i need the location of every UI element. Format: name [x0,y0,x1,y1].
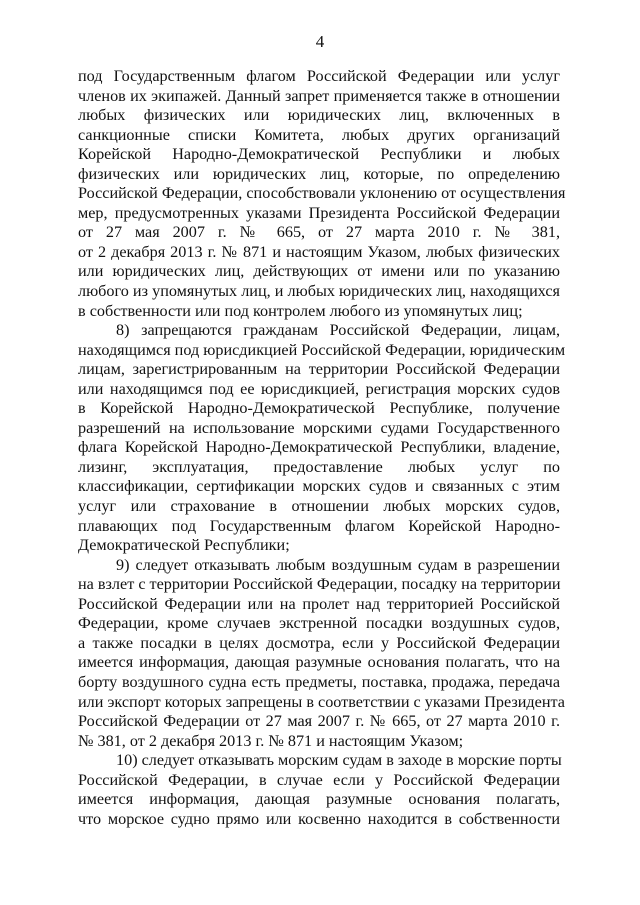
text-line: любых физических или юридических лиц, включенных в [78,106,560,125]
text-line: классификации, сертификации морских судов и связанных с этим [78,477,560,496]
text-line: физических или юридических лиц, которые, по определению [78,164,560,183]
text-line: Российской Федерации от 27 мая 2007 г. № 665, от 27 марта 2010 г. [78,712,560,731]
page-number: 4 [315,32,325,51]
text-line: услуг или страхование в отношении любых морских судов, [78,497,560,516]
text-line: от 2 декабря 2013 г. № 871 и настоящим Указом, любых физических [78,242,560,261]
text-line: Российской Федерации, в случае если у Российской Федерации [78,770,560,789]
text-line: находящимся под юрисдикцией Российской Федерации, юридическим [78,340,566,359]
text-line: флага Корейской Народно-Демократической Республики, владение, [78,438,560,457]
text-line: имеется информация, дающая разумные основания полагать, что на [78,653,560,672]
text-line: санкционные списки Комитета, любых других организаций [78,125,560,144]
text-line: мер, предусмотренных указами Президента Российской Федерации [78,203,560,222]
text-line: лицам, зарегистрированным на территории Российской Федерации [78,360,560,379]
text-line: разрешений на использование морскими судами Государственного [78,418,560,437]
text-line: борту воздушного судна есть предметы, поставка, продажа, передача [78,672,560,691]
document-body [78,67,566,829]
text-line: Российской Федерации, способствовали уклонению от осуществления [78,184,566,203]
text-line: или находящимся под ее юрисдикцией, регистрация морских судов [78,379,560,398]
text-line: Корейской Народно-Демократической Республики и любых [78,145,560,164]
text-line: 8) запрещаются гражданам Российской Федерации, лицам, [116,321,560,340]
paragraph-item-9 [78,555,565,751]
text-line: Федерации, кроме случаев экстренной посадки воздушных судов, [78,614,560,633]
text-line: или юридических лиц, действующих от имени или по указанию [78,262,560,281]
text-line: плавающих под Государственным флагом Корейской Народно- [78,516,560,535]
paragraph-item-8 [78,321,566,556]
paragraph-continuation [78,67,566,321]
text-line: в собственности или под контролем любого из упомянутых лиц; [78,301,523,320]
text-line: членов их экипажей. Данный запрет применяется также в отношении [78,86,560,105]
text-line: имеется информация, дающая разумные основания полагать, [78,790,560,809]
text-line: Демократической Республики; [78,536,290,555]
text-line: или экспорт которых запрещены в соответствии с указами Президента [78,692,565,711]
text-line: а также посадки в целях досмотра, если у Российской Федерации [78,633,560,652]
text-line: под Государственным флагом Российской Федерации или услуг [78,67,560,85]
paragraph-item-10 [78,751,560,829]
text-line: 10) следует отказывать морским судам в заходе в морские порты [116,751,562,770]
text-line: лизинг, эксплуатация, предоставление любых услуг по [78,457,560,476]
text-line: Российской Федерации или на пролет над территорией Российской [78,594,560,613]
text-line: от 27 мая 2007 г. № 665, от 27 марта 2010 г. № 381, [78,223,560,242]
text-line: что морское судно прямо или косвенно находится в собственности [78,809,560,828]
text-line: 9) следует отказывать любым воздушным судам в разрешении [116,555,560,574]
text-line: на взлет с территории Российской Федерации, посадку на территории [78,575,561,594]
text-line: № 381, от 2 декабря 2013 г. № 871 и настоящим Указом; [78,731,464,750]
text-line: любого из упомянутых лиц, и любых юридических лиц, находящихся [78,282,560,301]
text-line: в Корейской Народно-Демократической Республике, получение [78,399,560,418]
